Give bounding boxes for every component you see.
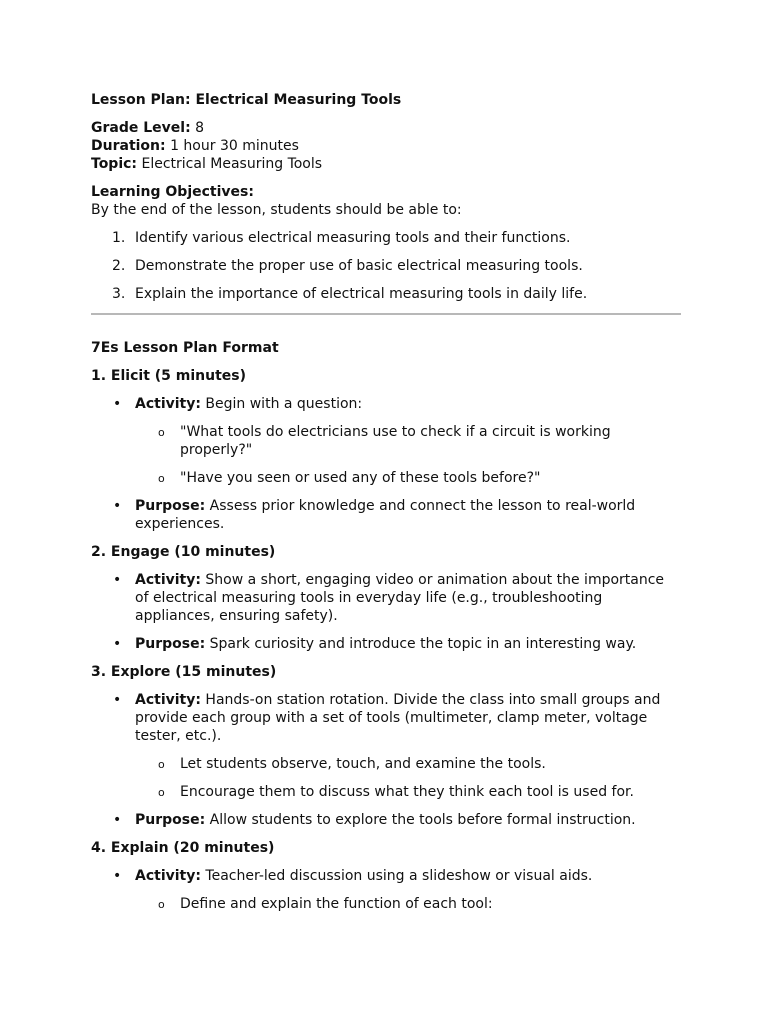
section-list-explore xyxy=(91,691,681,829)
section-heading-elicit: 1. Elicit (5 minutes) xyxy=(91,368,247,384)
purpose-item: • Purpose: Allow students to explore the tools before formal instruction. xyxy=(113,812,636,828)
objective-item: 2. Demonstrate the proper use of basic electrical measuring tools. xyxy=(112,258,583,274)
section-heading-engage: 2. Engage (10 minutes) xyxy=(91,544,276,560)
sub-list xyxy=(135,755,681,801)
sub-bullet-icon: o xyxy=(158,786,165,799)
bullet-icon: • xyxy=(113,396,122,412)
sub-list xyxy=(135,895,681,913)
bullet-icon: • xyxy=(113,868,122,884)
section-heading-explain: 4. Explain (20 minutes) xyxy=(91,840,275,856)
sub-item: o Encourage them to discuss what they think each tool is used for. xyxy=(158,784,634,800)
sub-item: o Define and explain the function of each tool: xyxy=(158,896,493,912)
sub-bullet-icon: o xyxy=(158,426,165,439)
horizontal-divider xyxy=(91,313,681,315)
sub-list xyxy=(135,423,681,487)
sub-bullet-icon: o xyxy=(158,898,165,911)
bullet-icon: • xyxy=(113,636,122,652)
topic-line: Topic: Electrical Measuring Tools xyxy=(91,156,323,172)
section-list-explain xyxy=(91,867,681,913)
bullet-icon: • xyxy=(113,572,122,588)
document-title: Lesson Plan: Electrical Measuring Tools xyxy=(91,92,402,108)
section-list-elicit xyxy=(91,395,681,533)
activity-item: • Activity: Hands-on station rotation. Divide the class into small groups and provide each group with a set of tools (multimeter, clamp meter, voltage tester, etc.). o Let students observe, touch, and examine the tools. o Encourage them to discuss what they think each tool is used for. xyxy=(91,691,681,801)
objectives-intro: By the end of the lesson, students should be able to: xyxy=(91,202,462,218)
sub-bullet-icon: o xyxy=(158,472,165,485)
grade-level-line: Grade Level: 8 xyxy=(91,120,205,136)
sub-item: o Let students observe, touch, and examine the tools. xyxy=(158,756,546,772)
sub-item: o "What tools do electricians use to check if a circuit is working properly?" xyxy=(158,424,611,458)
duration-line: Duration: 1 hour 30 minutes xyxy=(91,138,299,154)
objectives-heading: Learning Objectives: xyxy=(91,184,254,200)
objective-item: 3. Explain the importance of electrical measuring tools in daily life. xyxy=(112,286,588,302)
objectives-list xyxy=(91,229,681,303)
section-list-engage xyxy=(91,571,681,653)
activity-item: • Activity: Begin with a question: o "What tools do electricians use to check if a circuit is working properly?" o "Have you seen or used any of these tools before?" xyxy=(91,395,681,487)
activity-item: • Activity: Show a short, engaging video or animation about the importance of electrical measuring tools in everyday life (e.g., troubleshooting appliances, ensuring safety). xyxy=(113,572,665,624)
bullet-icon: • xyxy=(113,498,122,514)
purpose-item: • Purpose: Spark curiosity and introduce the topic in an interesting way. xyxy=(113,636,637,652)
activity-item: • Activity: Teacher-led discussion using a slideshow or visual aids. o Define and explain the function of each tool: xyxy=(91,867,681,913)
format-heading: 7Es Lesson Plan Format xyxy=(91,340,279,356)
sub-bullet-icon: o xyxy=(158,758,165,771)
bullet-icon: • xyxy=(113,812,122,828)
bullet-icon: • xyxy=(113,692,122,708)
sub-item: o "Have you seen or used any of these tools before?" xyxy=(158,470,541,486)
purpose-item: • Purpose: Assess prior knowledge and connect the lesson to real-world experiences. xyxy=(113,498,636,532)
section-heading-explore: 3. Explore (15 minutes) xyxy=(91,664,277,680)
document-page xyxy=(91,91,681,923)
objective-item: 1. Identify various electrical measuring tools and their functions. xyxy=(112,230,571,246)
